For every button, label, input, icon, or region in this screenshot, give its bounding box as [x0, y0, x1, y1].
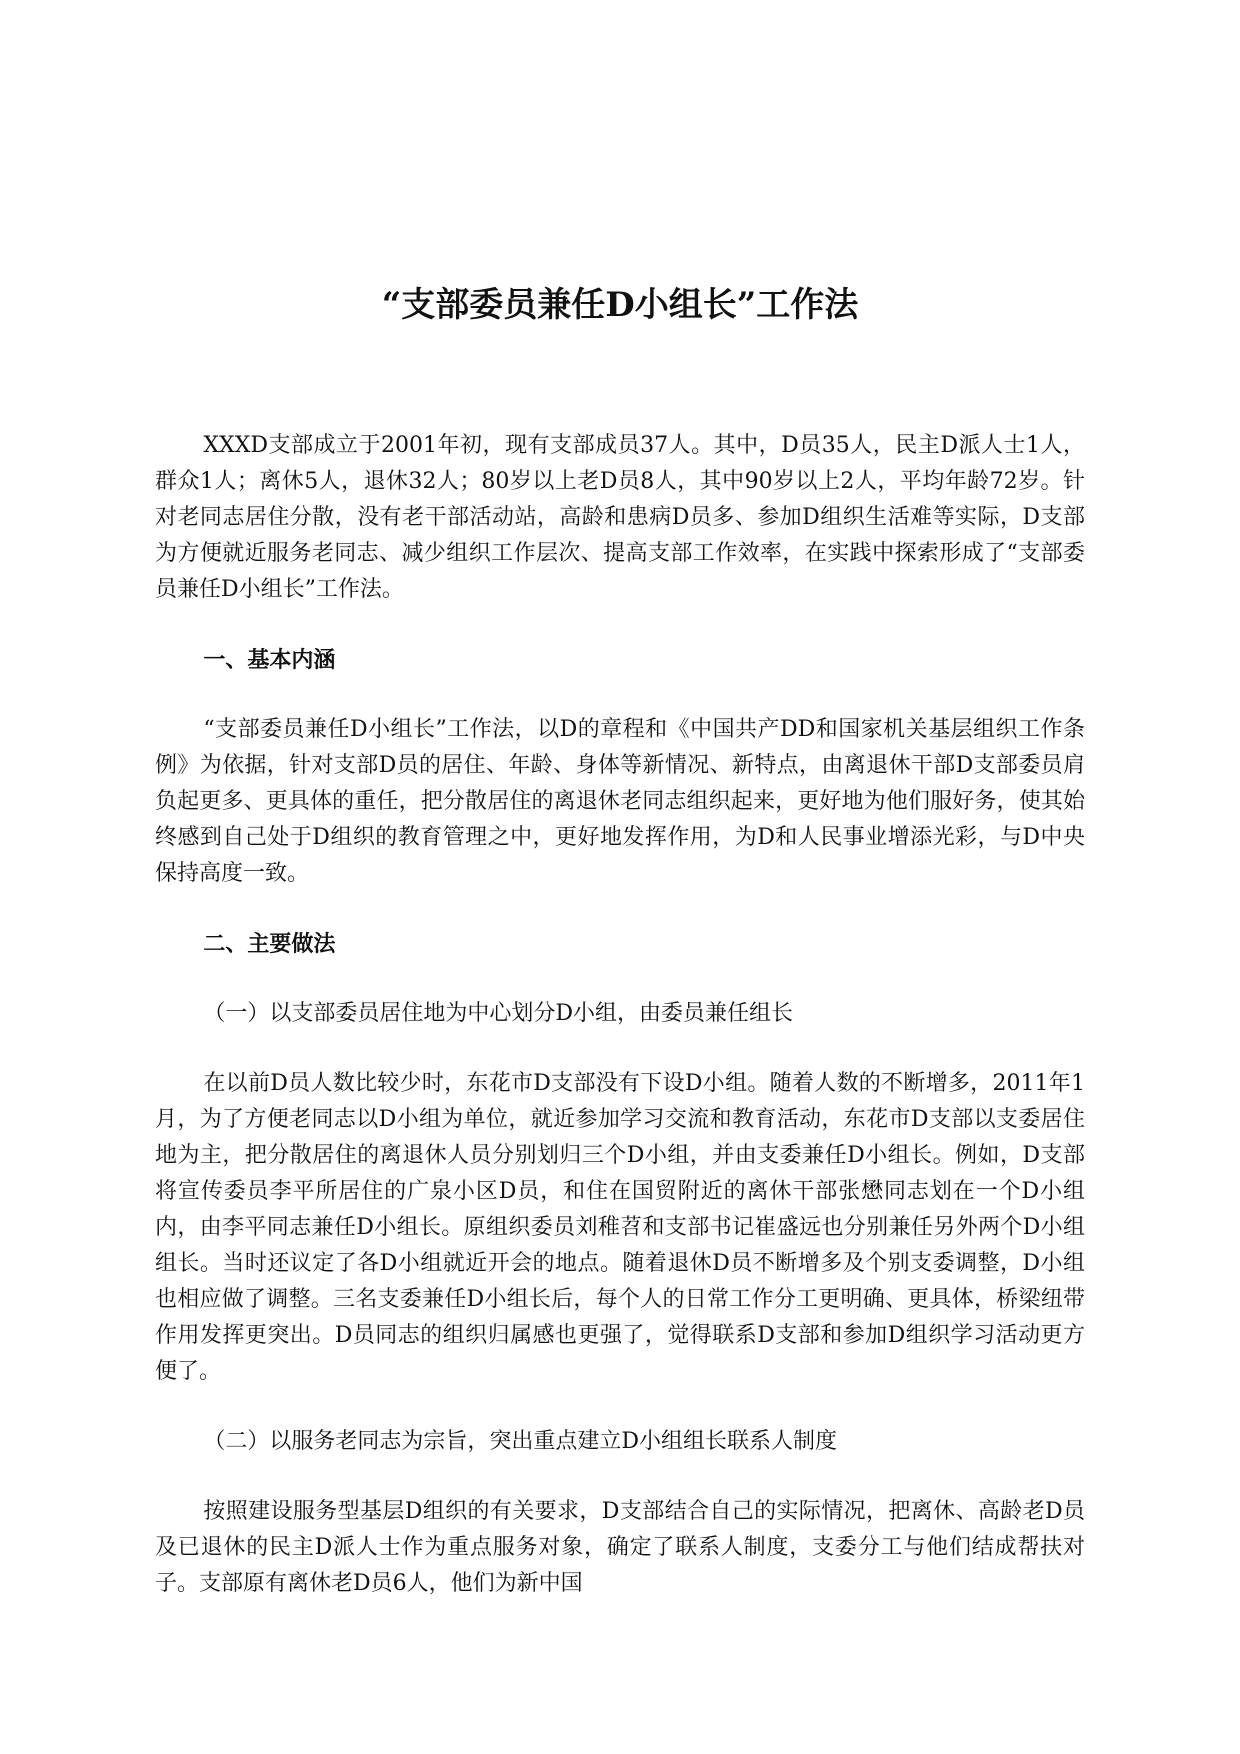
section-heading-main-practices: 二、主要做法 [203, 931, 336, 957]
section-heading-basic-meaning: 一、基本内涵 [203, 647, 336, 673]
subsection1-paragraph: 在以前D员人数比较少时，东花市D支部没有下设D小组。随着人数的不断增多，2011年1月，为了方便老同志以D小组为单位，就近参加学习交流和教育活动，东花市D支部以支委居住地为主，把分散居住的离退休人员分别划归三个D小组，并由支委兼任D小组长。例如，D支部将宣传委员李平所居住的广泉小区D员，和住在国贸附近的离休干部张懋同志划在一个D小组内，由李平同志兼任D小组长。原组织委员刘稚苕和支部书记崔盛远也分别兼任另外两个D小组组长。当时还议定了各D小组就近开会的地点。随着退休D员不断增多及个别支委调整，D小组也相应做了调整。三名支委兼任D小组长后，每个人的日常工作分工更明确、更具体，桥梁纽带作用发挥更突出。D员同志的组织归属感也更强了，觉得联系D支部和参加D组织学习活动更方便了。 [155, 1071, 1085, 1384]
document-title: “支部委员兼任D小组长”工作法 [381, 285, 859, 325]
subsection2-paragraph: 按照建设服务型基层D组织的有关要求，D支部结合自己的实际情况，把离休、高龄老D员及已退休的民主D派人士作为重点服务对象，确定了联系人制度，支委分工与他们结成帮扶对子。支部原有离休老D员6人，他们为新中国 [155, 1499, 1085, 1596]
section1-paragraph: “支部委员兼任D小组长”工作法，以D的章程和《中国共产DD和国家机关基层组织工作条例》为依据，针对支部D员的居住、年龄、身体等新情况、新特点，由离退休干部D支部委员肩负起更多、更具体的重任，把分散居住的离退休老同志组织起来，更好地为他们服好务，使其始终感到自己处于D组织的教育管理之中，更好地发挥作用，为D和人民事业增添光彩，与D中央保持高度一致。 [155, 717, 1085, 886]
intro-paragraph: XXXD支部成立于2001年初，现有支部成员37人。其中，D员35人，民主D派人士1人，群众1人；离休5人，退休32人；80岁以上老D员8人，其中90岁以上2人，平均年龄72岁。针对老同志居住分散，没有老干部活动站，高龄和患病D员多、参加D组织生活难等实际，D支部为方便就近服务老同志、减少组织工作层次、提高支部工作效率，在实践中探索形成了“支部委员兼任D小组长”工作法。 [155, 433, 1085, 602]
document-body [155, 428, 1085, 1636]
subsection-heading-2: （二）以服务老同志为宗旨，突出重点建立D小组组长联系人制度 [203, 1429, 838, 1454]
subsection-heading-1: （一）以支部委员居住地为中心划分D小组，由委员兼任组长 [203, 1001, 794, 1026]
